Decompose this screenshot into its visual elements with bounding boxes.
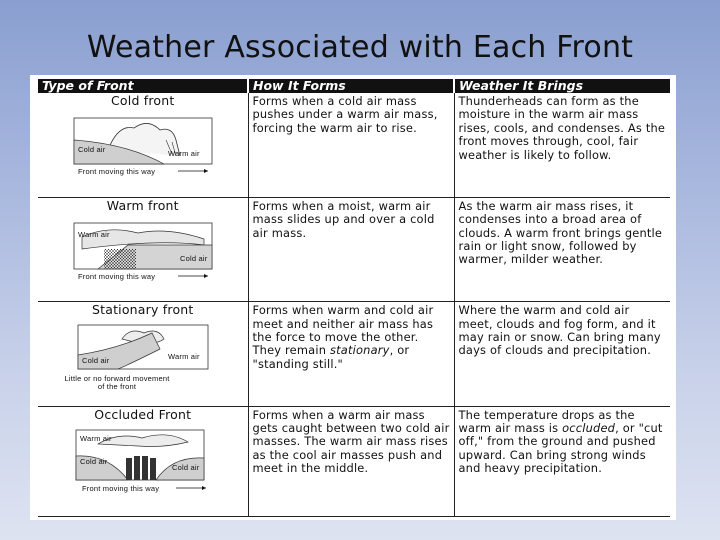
forms-cell-warm: Forms when a moist, warm air mass slides up and over a cold air mass. [248,197,454,301]
label-warm-air: Warm air [77,229,110,239]
table-row-occluded-front [38,406,670,516]
table-row-warm-front [38,197,670,301]
front-cell-warm [38,197,248,301]
label-front-direction: Front moving this way [81,483,159,493]
forms-cell-occluded: Forms when a warm air mass gets caught between two cold air masses. The warm air mass rises as the cool air masses push and meet in the middle. [248,406,454,516]
header-weather-it-brings: Weather It Brings [454,79,670,93]
table-header-row [38,79,670,93]
arrow-head [202,486,206,490]
forms-cell-cold: Forms when a cold air mass pushes under a warm air mass, forcing the warm air to rise. [248,93,454,197]
weather-cell-occluded [454,406,670,516]
weather-cell-cold: Thunderheads can form as the moisture in the warm air mass rises, cools, and condenses. As the front moves through, cool, fair weather is likely to follow. [454,93,670,197]
table-row-stationary-front [38,302,670,406]
front-weather-table [38,79,670,517]
weather-occluded-emphasis: occluded [562,420,616,435]
weather-occluded-text-1: The temperature drops as the warm air mass is [458,407,635,435]
label-warm-air: Warm air [167,149,200,158]
label-cold-air-left: Cold air [79,456,108,466]
front-table-panel [30,75,676,520]
front-cell-stationary [38,302,248,406]
front-name-warm: Warm front [106,197,179,213]
arrow-head [204,169,208,173]
forms-stationary-text-2: , or "standing still." [252,343,410,371]
slide-title: Weather Associated with Each Front [86,30,634,65]
front-name-stationary: Stationary front [91,302,194,318]
front-name-cold: Cold front [111,93,175,108]
label-warm-air: Warm air [167,352,200,362]
cold-front-diagram [68,110,218,178]
label-cold-air: Cold air [179,253,208,263]
label-front-direction: Front moving this way [77,167,155,176]
warm-front-diagram [68,215,218,283]
arrow-head [204,274,208,278]
weather-cell-warm: As the warm air mass rises, it condenses into a broad area of clouds. A warm front brings gentle rain or light snow, followed by warmer, milder weather. [454,197,670,301]
label-cold-air: Cold air [77,145,106,154]
stationary-caption: Little or no forward movement of the front [64,374,170,392]
front-cell-cold [38,93,248,197]
weather-occluded-text-2: , or "cut off," from the ground and pushed upward. Can bring strong winds and heavy precipitation. [458,420,663,476]
occluded-front-diagram [68,424,218,496]
table-row-cold-front [38,93,670,197]
forms-stationary-emphasis: stationary [329,343,390,358]
forms-cell-stationary [248,302,454,406]
front-name-occluded: Occluded Front [94,406,192,422]
header-type-of-front: Type of Front [38,79,248,93]
precipitation-area [104,249,136,269]
label-cold-air: Cold air [81,356,110,366]
weather-cell-stationary: Where the warm and cold air meet, clouds and fog form, and it may rain or snow. Can bring many days of clouds and precipitation. [454,302,670,406]
label-front-direction: Front moving this way [77,271,155,281]
label-cold-air-right: Cold air [171,462,200,472]
label-warm-air: Warm air [79,433,112,443]
forms-stationary-text-1: Forms when warm and cold air meet and neither air mass has the force to move the other. They remain [252,303,434,358]
header-how-it-forms: How It Forms [248,79,454,93]
front-cell-occluded [38,406,248,516]
